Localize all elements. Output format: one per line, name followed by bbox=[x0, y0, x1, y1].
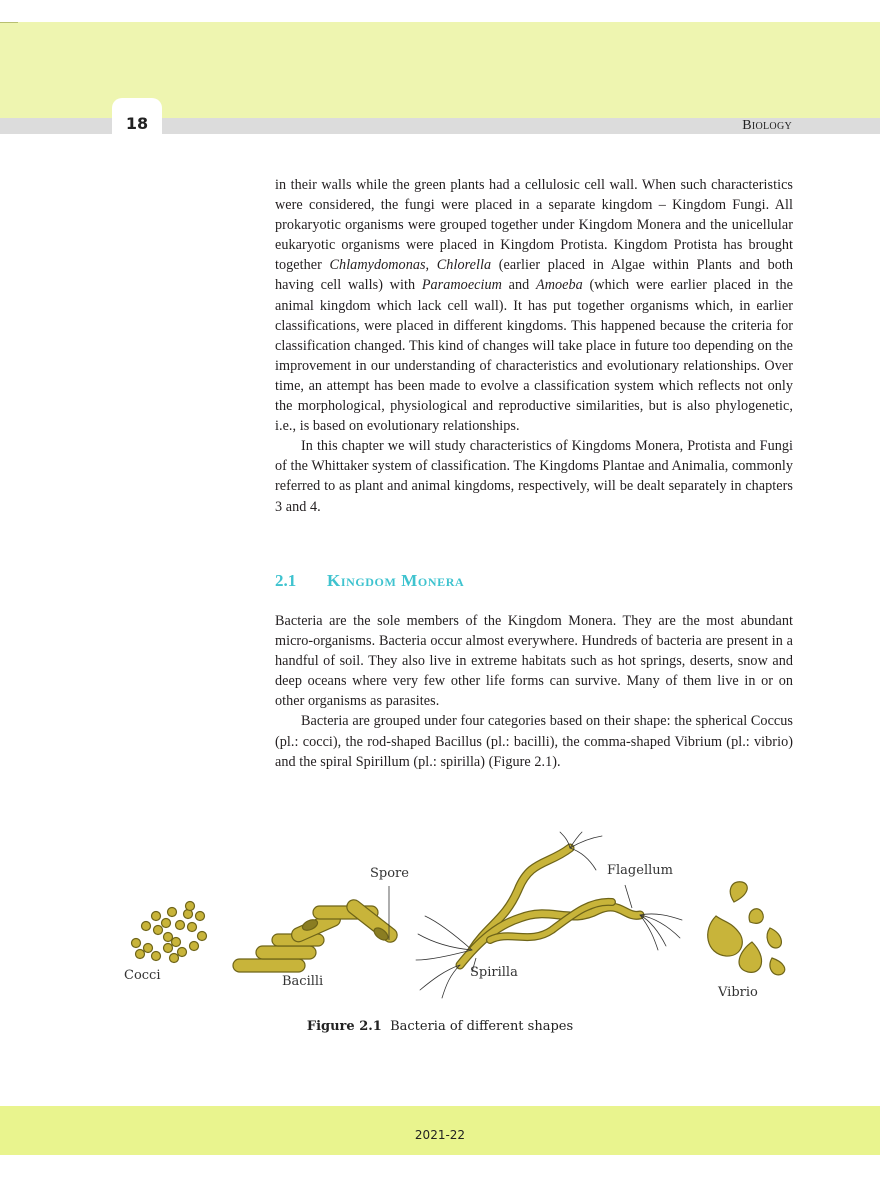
crop-mark bbox=[0, 22, 18, 23]
label-bacilli: Bacilli bbox=[282, 974, 324, 989]
intro-text bbox=[275, 175, 793, 517]
vibrio-drawing bbox=[708, 882, 785, 975]
section-heading bbox=[275, 571, 464, 591]
label-spore: Spore bbox=[370, 866, 409, 881]
label-vibrio: Vibrio bbox=[718, 985, 758, 1000]
figure-bacteria-shapes bbox=[120, 830, 810, 1010]
paragraph: In this chapter we will study characteristics of Kingdoms Monera, Protista and Fungi of the Whittaker system of classification. The Kingdoms Plantae and Animalia, commonly referred to as plant and animal kingdoms, respectively, will be dealt separately in chapters 3 and 4. bbox=[275, 438, 793, 515]
paragraph: Bacteria are the sole members of the Kingdom Monera. They are the most abundant micro-organisms. Bacteria occur almost everywhere. Hundreds of bacteria are present in a handful of soil. They also live in extreme habitats such as hot springs, deserts, snow and deep oceans where very few other life forms can survive. Many of them live in or on other organisms as parasites. bbox=[275, 613, 793, 710]
label-cocci: Cocci bbox=[124, 968, 161, 983]
section-number: 2.1 bbox=[275, 571, 297, 590]
label-flagellum: Flagellum bbox=[607, 863, 673, 878]
bacilli-drawing bbox=[233, 897, 400, 972]
paragraph: Bacteria are grouped under four categories based on their shape: the spherical Coccus (pl.: cocci), the rod-shaped Bacillus (pl.: bacilli), the comma-shaped Vibrium (pl.: vibrio) and the spiral Spirillum (pl.: spirilla) (Figure 2.1). bbox=[275, 713, 793, 770]
label-spirilla: Spirilla bbox=[470, 965, 518, 980]
bacteria-illustration bbox=[120, 830, 810, 1010]
footer-year: 2021-22 bbox=[414, 1128, 466, 1142]
spirilla-drawing bbox=[416, 832, 682, 998]
page-number: 18 bbox=[125, 114, 149, 133]
section-title: Kingdom Monera bbox=[327, 571, 465, 590]
paragraph: in their walls while the green plants had a cellulosic cell wall. When such characteristics were considered, the fungi were placed in a separate kingdom – Kingdom Fungi. All prokaryotic organisms were grouped together under Kingdom Monera and the unicellular eukaryotic organisms were placed in Kingdom Protista. Kingdom Protista has brought together Chlamydomonas, Chlorella (earlier placed in Algae within Plants and both having cell walls) with Paramoecium and Amoeba (which were earlier placed in the animal kingdom which lack cell wall). It has put together organisms which, in earlier classifications, were placed in different kingdoms. This happened because the criteria for classification changed. This kind of changes will take place in future too depending on the improvement in our understanding of characteristics and evolutionary relationships. Over time, an attempt has been made to evolve a classification system which reflects not only the morphological, physiological and reproductive similarities, but is also phylogenetic, i.e., is based on evolutionary relationships. bbox=[275, 177, 793, 435]
figure-caption bbox=[0, 1019, 880, 1034]
section-text bbox=[275, 611, 793, 772]
caption-text: Bacteria of different shapes bbox=[390, 1019, 574, 1034]
cocci-drawing bbox=[132, 902, 207, 963]
running-head: Biology bbox=[742, 118, 792, 133]
flagellum-pointer bbox=[625, 885, 632, 908]
caption-label: Figure 2.1 bbox=[306, 1019, 382, 1034]
